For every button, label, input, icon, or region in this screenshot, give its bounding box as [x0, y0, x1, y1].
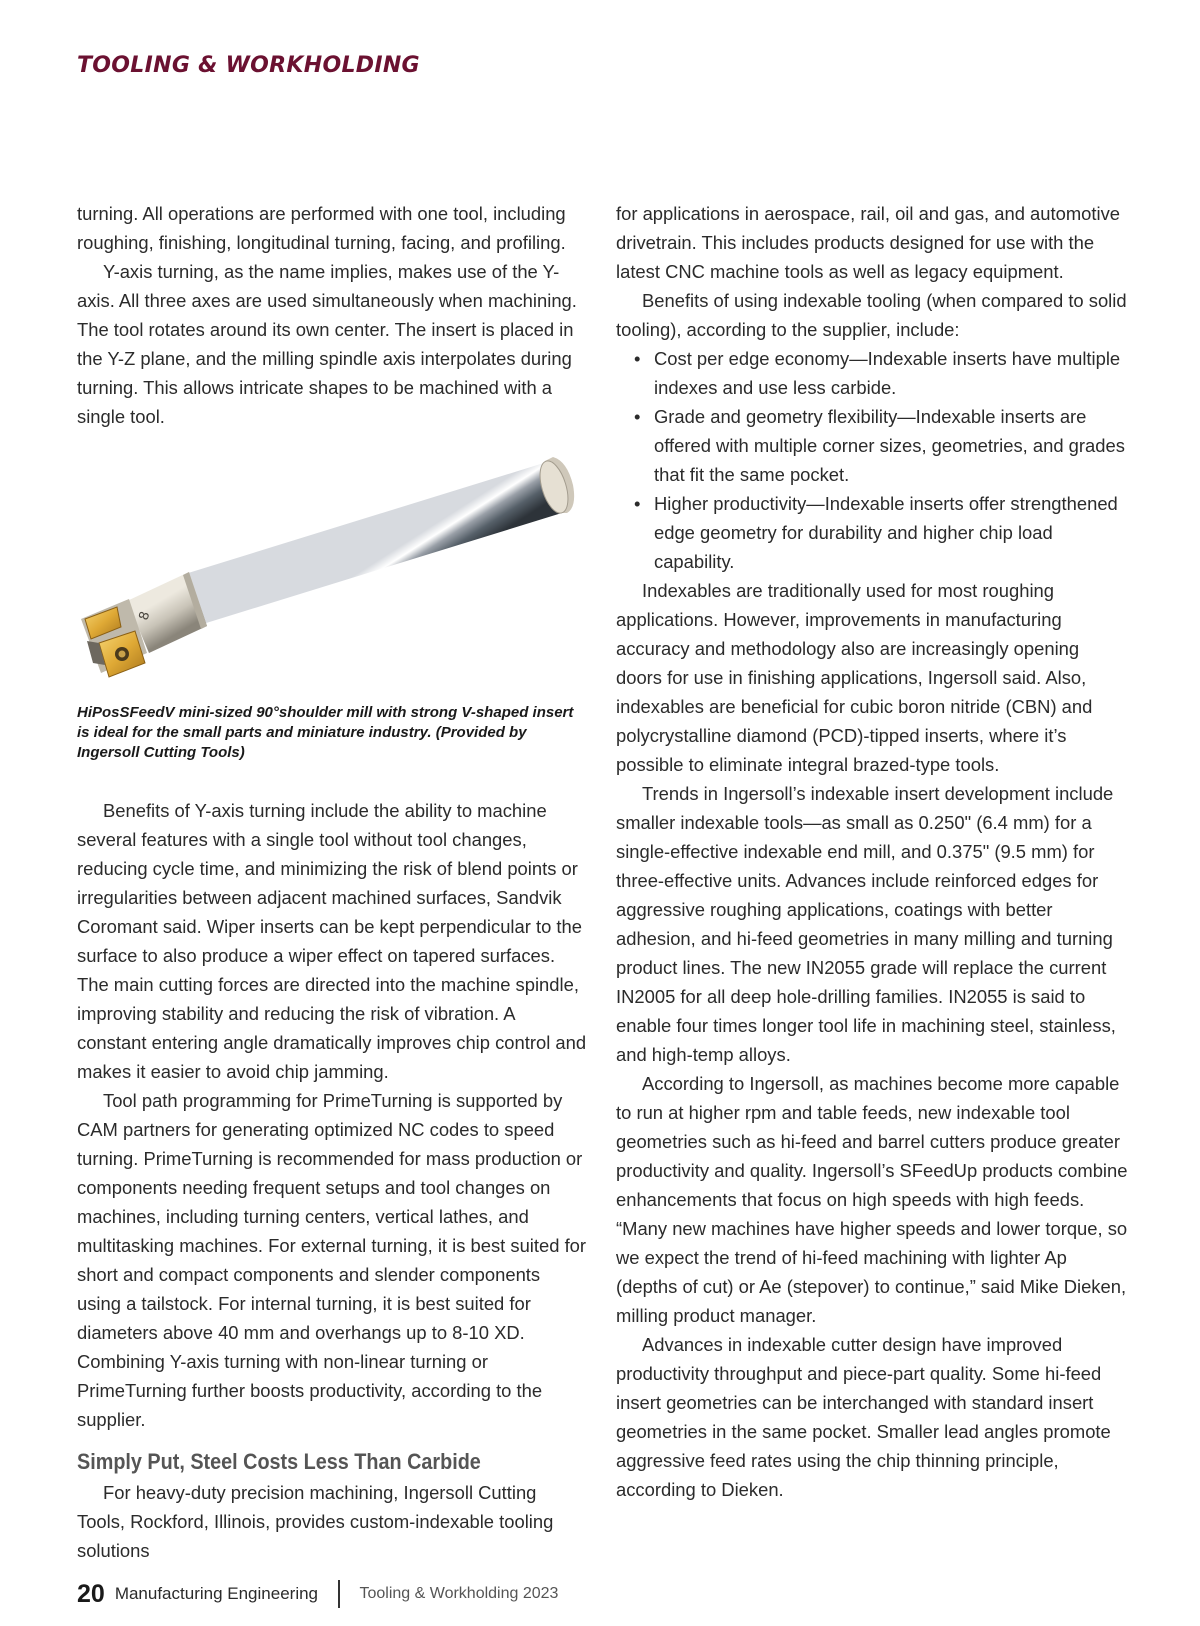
- bullet-marker: •: [634, 493, 641, 514]
- body-paragraph: Benefits of Y-axis turning include the ability to machine several features with a single tool without tool changes, reducing cycle time, and minimizing the risk of blend points or irregularities between adjacent machined surfaces, Sandvik Coromant said. Wiper inserts can be kept perpendicular to the surface to also produce a wiper effect on tapered surfaces. The main cutting forces are directed into the machine spindle, improving stability and reducing the risk of vibration. A constant entering angle dramatically improves chip control and makes it easier to avoid chip jamming.: [77, 800, 587, 1082]
- body-paragraph: For heavy-duty precision machining, Ingersoll Cutting Tools, Rockford, Illinois, provides custom-indexable tooling solutions: [77, 1482, 554, 1561]
- article-column-left: [77, 199, 589, 1565]
- photo-caption: HiPosSFeedV mini-sized 90°shoulder mill with strong V-shaped insert is ideal for the small parts and miniature industry. (Provided by Ingersoll Cutting Tools): [77, 704, 574, 761]
- bullet-marker: •: [634, 348, 641, 369]
- body-paragraph: Benefits of using indexable tooling (when compared to solid tooling), according to the supplier, include:: [616, 290, 1127, 340]
- body-paragraph: According to Ingersoll, as machines become more capable to run at higher rpm and table feeds, new indexable tool geometries such as hi-feed and barrel cutters produce greater productivity and quality. Ingersoll’s SFeedUp products combine enhancements that focus on high speeds with high feeds. “Many new machines have higher speeds and lower torque, so we expect the trend of hi-feed machining with lighter Ap (depths of cut) or Ae (stepover) to continue,” said Mike Dieken, milling product manager.: [616, 1073, 1128, 1326]
- list-item: [616, 489, 1128, 576]
- list-item: [616, 402, 1128, 489]
- body-paragraph: for applications in aerospace, rail, oil and gas, and automotive drivetrain. This includes products designed for use with the latest CNC machine tools as well as legacy equipment.: [616, 203, 1121, 282]
- bullet-marker: •: [634, 406, 641, 427]
- list-item-text: Grade and geometry flexibility—Indexable inserts are offered with multiple corner sizes, geometries, and grades that fit the same pocket.: [654, 406, 1125, 485]
- section-label: TOOLING & WORKHOLDING: [77, 53, 420, 78]
- body-paragraph: Indexables are traditionally used for most roughing applications. However, improvements in manufacturing accuracy and methodology also are increasingly opening doors for use in finishing applications, Ingersoll said. Also, indexables are beneficial for cubic boron nitride (CBN) and polycrystalline diamond (PCD)-tipped inserts, where it’s possible to eliminate integral brazed-type tools.: [616, 580, 1093, 775]
- tool-shank: [185, 462, 565, 624]
- issue-name: Tooling & Workholding 2023: [359, 1585, 559, 1602]
- tool-marking: 8: [136, 609, 154, 623]
- body-paragraph: Trends in Ingersoll’s indexable insert development include smaller indexable tools—as small as 0.250" (6.4 mm) for a single-effective indexable end mill, and 0.375" (9.5 mm) for three-effective units. Advances include reinforced edges for aggressive roughing applications, coatings with better adhesion, and hi-feed geometries in many milling and turning product lines. The new IN2055 grade will replace the current IN2005 for all deep hole-drilling families. IN2055 is said to enable four times longer tool life in machining steel, stainless, and high-temp alloys.: [616, 783, 1116, 1065]
- list-item-text: Cost per edge economy—Indexable inserts have multiple indexes and use less carbide.: [654, 348, 1121, 398]
- list-item-text: Higher productivity—Indexable inserts offer strengthened edge geometry for durability and higher chip load capability.: [654, 493, 1118, 572]
- product-photo: [77, 441, 589, 703]
- body-paragraph: Y-axis turning, as the name implies, makes use of the Y-axis. All three axes are used simultaneously when machining. The tool rotates around its own center. The insert is placed in the Y-Z plane, and the milling spindle axis interpolates during turning. This allows intricate shapes to be machined with a single tool.: [77, 261, 577, 427]
- article-column-right: [616, 199, 1128, 1504]
- body-paragraph: turning. All operations are performed with one tool, including roughing, finishing, longitudinal turning, facing, and profiling.: [77, 203, 566, 253]
- end-mill-tool-image: [77, 441, 589, 703]
- benefits-list: [616, 344, 1128, 576]
- footer-divider: [338, 1580, 340, 1608]
- body-paragraph: Advances in indexable cutter design have improved productivity throughput and piece-part quality. Some hi-feed insert geometries can be interchanged with standard insert geometries in the same pocket. Smaller lead angles promote aggressive feed rates using the chip thinning principle, according to Dieken.: [616, 1334, 1111, 1500]
- page-footer: [77, 1576, 558, 1612]
- section-subhead: Simply Put, Steel Costs Less Than Carbide: [77, 1449, 481, 1474]
- body-paragraph: Tool path programming for PrimeTurning is supported by CAM partners for generating optimized NC codes to speed turning. PrimeTurning is recommended for mass production or components needing frequent setups and tool changes on machines, including turning centers, vertical lathes, and multitasking machines. For external turning, it is best suited for short and compact components and slender components using a tailstock. For internal turning, it is best suited for diameters above 40 mm and overhangs up to 8-10 XD. Combining Y-axis turning with non-linear turning or PrimeTurning further boosts productivity, according to the supplier.: [77, 1090, 587, 1430]
- magazine-name: Manufacturing Engineering: [114, 1584, 318, 1603]
- list-item: [616, 344, 1128, 402]
- page-number: 20: [77, 1579, 105, 1608]
